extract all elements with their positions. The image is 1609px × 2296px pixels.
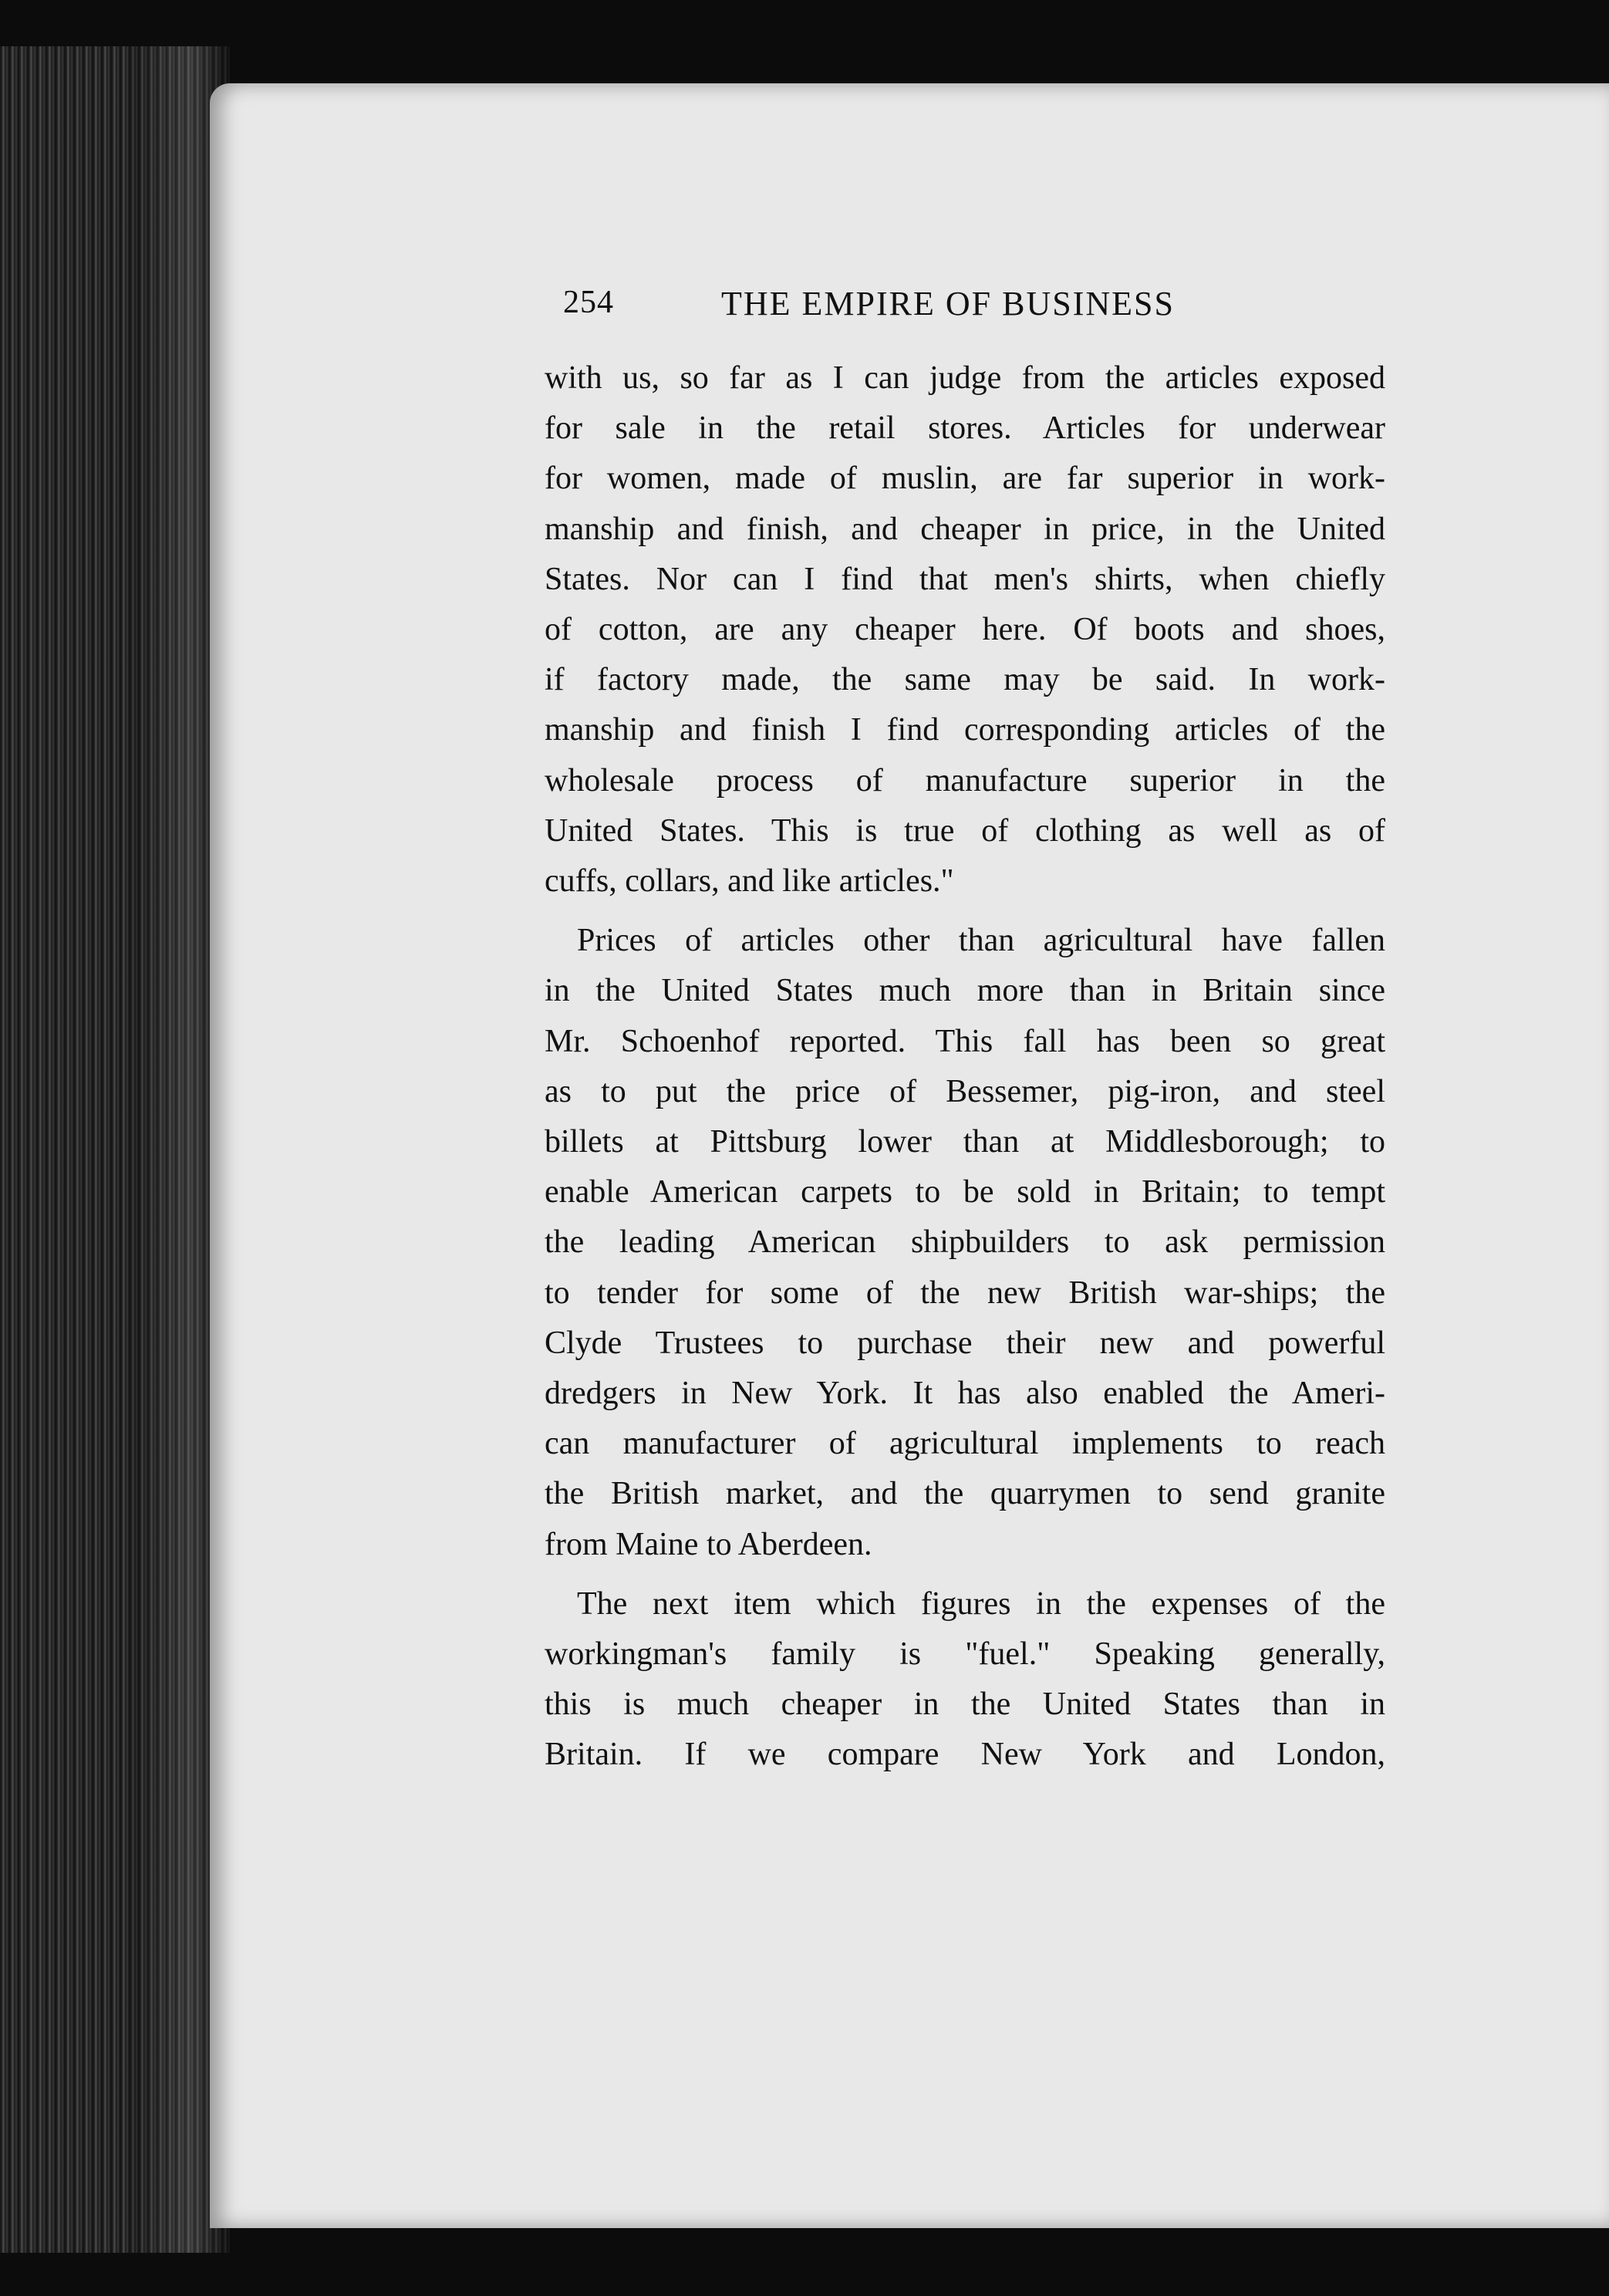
- text-line: States. Nor can I find that men's shirts, when chiefly: [545, 561, 1385, 597]
- text-line: United States. This is true of clothing as well as of: [545, 812, 1385, 849]
- text-line: of cotton, are any cheaper here. Of boots and shoes,: [545, 612, 1385, 648]
- text-line: manship and finish I find corresponding articles of the: [545, 712, 1385, 748]
- text-line: for sale in the retail stores. Articles for underwear: [545, 410, 1385, 447]
- text-line: cuffs, collars, and like articles.": [545, 863, 954, 900]
- text-line: can manufacturer of agricultural implements to reach: [545, 1426, 1385, 1462]
- text-line: from Maine to Aberdeen.: [545, 1526, 872, 1562]
- paragraph-gap: [545, 907, 1385, 916]
- text-line: as to put the price of Bessemer, pig-iron, and steel: [545, 1073, 1385, 1109]
- book-page-edges: [0, 46, 231, 2253]
- text-line: Clyde Trustees to purchase their new and powerful: [545, 1325, 1385, 1361]
- text-line: for women, made of muslin, are far superior in work-: [545, 461, 1385, 497]
- paragraph-1: [545, 353, 1385, 907]
- text-line: this is much cheaper in the United States than in: [545, 1687, 1385, 1723]
- page-header: [563, 284, 1334, 330]
- text-line: the leading American shipbuilders to ask permission: [545, 1224, 1385, 1261]
- text-line: to tender for some of the new British war-ships; the: [545, 1275, 1385, 1311]
- text-line: manship and finish, and cheaper in price, in the United: [545, 511, 1385, 547]
- paragraph-gap: [545, 1570, 1385, 1579]
- page-number: 254: [563, 285, 614, 320]
- body-text: [545, 353, 1385, 1781]
- running-head: THE EMPIRE OF BUSINESS: [721, 285, 1175, 322]
- text-line: dredgers in New York. It has also enabled the Ameri-: [545, 1376, 1385, 1412]
- text-line: billets at Pittsburg lower than at Middlesborough; to: [545, 1124, 1385, 1160]
- text-line: The next item which figures in the expenses of the: [577, 1585, 1385, 1622]
- text-line: if factory made, the same may be said. In work-: [545, 662, 1385, 698]
- text-line: Prices of articles other than agricultural have fallen: [577, 923, 1385, 959]
- text-line: enable American carpets to be sold in Britain; to tempt: [545, 1174, 1385, 1210]
- text-line: Mr. Schoenhof reported. This fall has been so great: [545, 1023, 1385, 1059]
- paragraph-3: [545, 1579, 1385, 1781]
- text-line: workingman's family is "fuel." Speaking generally,: [545, 1636, 1385, 1673]
- text-line: the British market, and the quarrymen to send granite: [545, 1476, 1385, 1512]
- text-line: with us, so far as I can judge from the articles exposed: [545, 360, 1385, 396]
- text-line: Britain. If we compare New York and London,: [545, 1737, 1385, 1773]
- paragraph-2: [545, 916, 1385, 1570]
- text-line: in the United States much more than in Britain since: [545, 973, 1385, 1009]
- text-line: wholesale process of manufacture superior in the: [545, 762, 1385, 799]
